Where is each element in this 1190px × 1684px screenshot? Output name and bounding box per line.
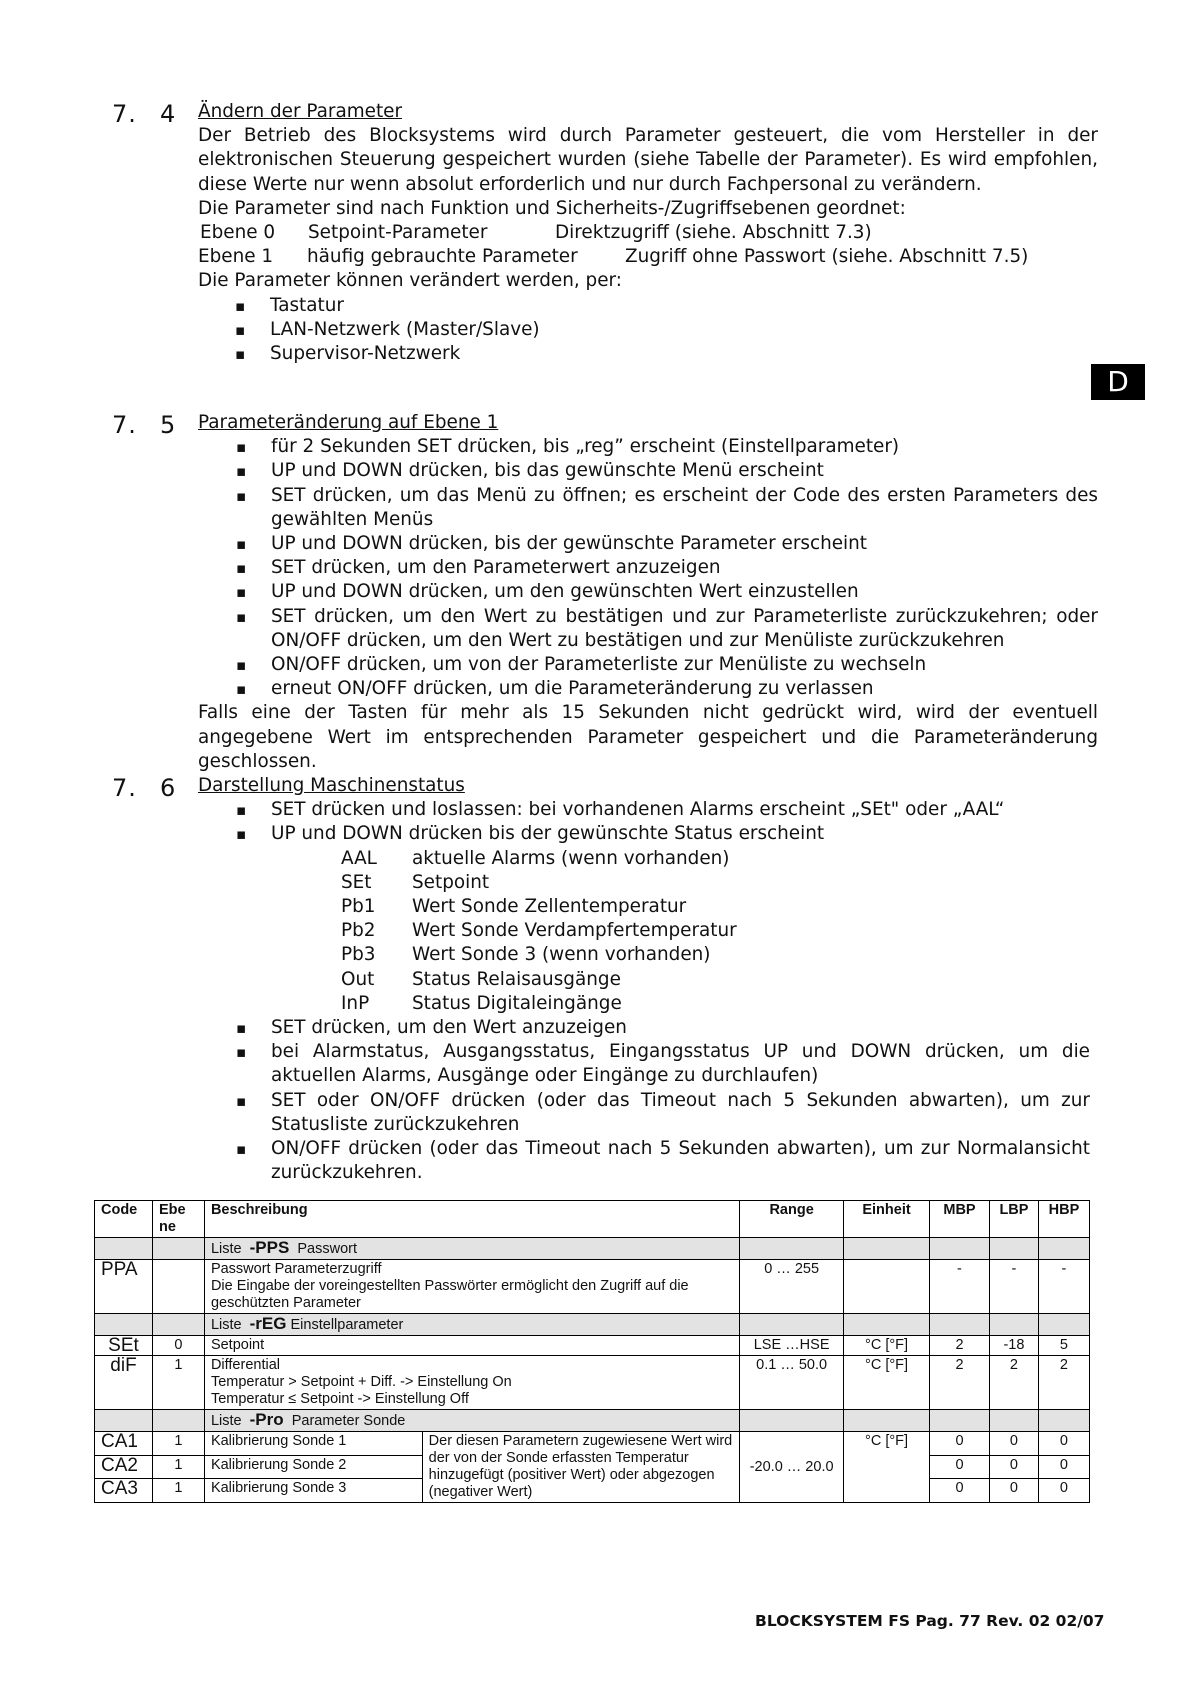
list-item: ▪ SET drücken, um den Wert zu bestätigen und zur Parameterliste zurückzukehren; oder ON/OFF drücken, um den Wert zu bestätigen und zur Menüliste zurückzukehren (198, 605, 1098, 653)
paragraph: Die Parameter sind nach Funktion und Sicherheits-/Zugriffsebenen geordnet: (198, 197, 906, 219)
page-footer: BLOCKSYSTEM FS Pag. 77 Rev. 02 02/07 (755, 1612, 1105, 1630)
section-number: 7. 6 (112, 774, 177, 802)
table-header-row (95, 1201, 1090, 1238)
table-row: SEt 0 Setpoint LSE …HSE °C [°F] 2 -18 5 (95, 1336, 1090, 1356)
level-row-0: Ebene 0 Setpoint-Parameter Direktzugriff (siehe. Abschnitt 7.3) (200, 222, 872, 244)
table-row: diF 1 Differential Temperatur > Setpoint + Diff. -> Einstellung On Temperatur ≤ Setpoint -> Einstellung Off 0.1 … 50.0 °C [°F] 2 2 2 (95, 1356, 1090, 1410)
header-ebene: Ebe ne (152, 1201, 204, 1238)
section-number: 7. 5 (112, 411, 177, 439)
list-item: ▪ SET drücken, um das Menü zu öffnen; es erscheint der Code des ersten Parameters des gewählten Menüs (198, 484, 1098, 532)
table-row (95, 1238, 1090, 1260)
status-item: Pb2 Wert Sonde Verdampfertemperatur (341, 920, 737, 942)
table-row (95, 1410, 1090, 1432)
list-item: ▪ UP und DOWN drücken, um den gewünschten Wert einzustellen (198, 580, 1098, 604)
paragraph: Die Parameter können verändert werden, per: (198, 270, 622, 292)
section-7-6 (112, 774, 1098, 1185)
list-item: ▪ SET drücken, um den Parameterwert anzuzeigen (198, 556, 1098, 580)
section-7-5 (112, 411, 1098, 774)
status-item: SEt Setpoint (341, 871, 490, 893)
list-item: ▪ Tastatur (197, 294, 1098, 318)
header-mbp: MBP (930, 1201, 990, 1238)
language-badge: D (1091, 364, 1145, 400)
bullet-list (198, 1016, 1090, 1185)
level-row-1: Ebene 1 häufig gebrauchte Parameter Zugriff ohne Passwort (siehe. Abschnitt 7.5) (198, 246, 1029, 268)
list-item: ▪ bei Alarmstatus, Ausgangsstatus, Eingangsstatus UP und DOWN drücken, um die aktuellen Alarms, Ausgänge oder Eingänge zu durchlaufen) (198, 1040, 1090, 1088)
header-lbp: LBP (989, 1201, 1038, 1238)
list-item: ▪ SET drücken und loslassen: bei vorhandenen Alarms erscheint „SEt" oder „AAL“ (198, 798, 1090, 822)
list-heading: Liste -PPS Passwort (204, 1238, 739, 1260)
section-7-4 (112, 100, 1098, 366)
status-list (341, 847, 1090, 1016)
status-item: Pb3 Wert Sonde 3 (wenn vorhanden) (341, 944, 711, 966)
section-title: Darstellung Maschinenstatus (198, 775, 465, 796)
list-item: ▪ SET oder ON/OFF drücken (oder das Timeout nach 5 Sekunden abwarten), um zur Statusliste zurückzukehren (198, 1089, 1090, 1137)
list-heading: Liste -Pro Parameter Sonde (204, 1410, 739, 1432)
calibration-note: Der diesen Parametern zugewiesene Wert wird der von der Sonde erfassten Temperatur hinzugefügt (positiver Wert) oder abgezogen (negativer Wert) (422, 1432, 740, 1503)
table-row: CA1 1 Kalibrierung Sonde 1 Der diesen Parametern zugewiesene Wert wird der von der Sonde erfassten Temperatur hinzugefügt (positiver Wert) oder abgezogen (negativer Wert) -20.0 … 20.0 °C [°F] 0 0 0 (95, 1432, 1090, 1456)
list-item: ▪ für 2 Sekunden SET drücken, bis „reg” erscheint (Einstellparameter) (198, 435, 1098, 459)
bullet-list (198, 435, 1098, 701)
list-item: ▪ UP und DOWN drücken bis der gewünschte Status erscheint (198, 822, 1090, 846)
list-item: ▪ Supervisor-Netzwerk (197, 342, 1098, 366)
bullet-list (198, 798, 1090, 846)
list-heading: Liste -rEG Einstellparameter (204, 1314, 739, 1336)
list-item: ▪ UP und DOWN drücken, bis der gewünschte Parameter erscheint (198, 532, 1098, 556)
paragraph: Falls eine der Tasten für mehr als 15 Sekunden nicht gedrückt wird, wird der eventuell angegebene Wert im entsprechenden Parameter gespeichert und die Parameteränderung geschlossen. (198, 702, 1098, 772)
table-row: CA2 1 Kalibrierung Sonde 2 0 0 0 (95, 1455, 1090, 1479)
section-number: 7. 4 (112, 100, 177, 128)
list-item: ▪ erneut ON/OFF drücken, um die Parameteränderung zu verlassen (198, 677, 1098, 701)
bullet-list (197, 294, 1098, 367)
header-beschreibung: Beschreibung (204, 1201, 739, 1238)
section-title: Parameteränderung auf Ebene 1 (198, 412, 499, 433)
status-item: AAL aktuelle Alarms (wenn vorhanden) (341, 847, 730, 869)
header-einheit: Einheit (844, 1201, 930, 1238)
list-item: ▪ LAN-Netzwerk (Master/Slave) (197, 318, 1098, 342)
list-item: ▪ SET drücken, um den Wert anzuzeigen (198, 1016, 1090, 1040)
table-row (95, 1314, 1090, 1336)
header-hbp: HBP (1038, 1201, 1089, 1238)
paragraph: Der Betrieb des Blocksystems wird durch Parameter gesteuert, die vom Hersteller in der elektronischen Steuerung gespeichert wurden (siehe Tabelle der Parameter). Es wird empfohlen, diese Werte nur wenn absolut erforderlich und nur durch Fachpersonal zu verändern. (198, 125, 1098, 195)
table-row: CA3 1 Kalibrierung Sonde 3 0 0 0 (95, 1479, 1090, 1503)
list-item: ▪ ON/OFF drücken, um von der Parameterliste zur Menüliste zu wechseln (198, 653, 1098, 677)
status-item: InP Status Digitaleingänge (341, 992, 622, 1014)
list-item: ▪ ON/OFF drücken (oder das Timeout nach 5 Sekunden abwarten), um zur Normalansicht zurückzukehren. (198, 1137, 1090, 1185)
table-row: PPA Passwort Parameterzugriff Die Eingabe der voreingestellten Passwörter ermöglicht den Zugriff auf die geschützten Parameter 0 … 255 - - - (95, 1260, 1090, 1314)
status-item: Pb1 Wert Sonde Zellentemperatur (341, 895, 687, 917)
header-code: Code (95, 1201, 153, 1238)
list-item: ▪ UP und DOWN drücken, bis das gewünschte Menü erscheint (198, 459, 1098, 483)
parameter-table (94, 1200, 1090, 1503)
status-item: Out Status Relaisausgänge (341, 968, 621, 990)
header-range: Range (740, 1201, 844, 1238)
section-title: Ändern der Parameter (198, 101, 403, 122)
